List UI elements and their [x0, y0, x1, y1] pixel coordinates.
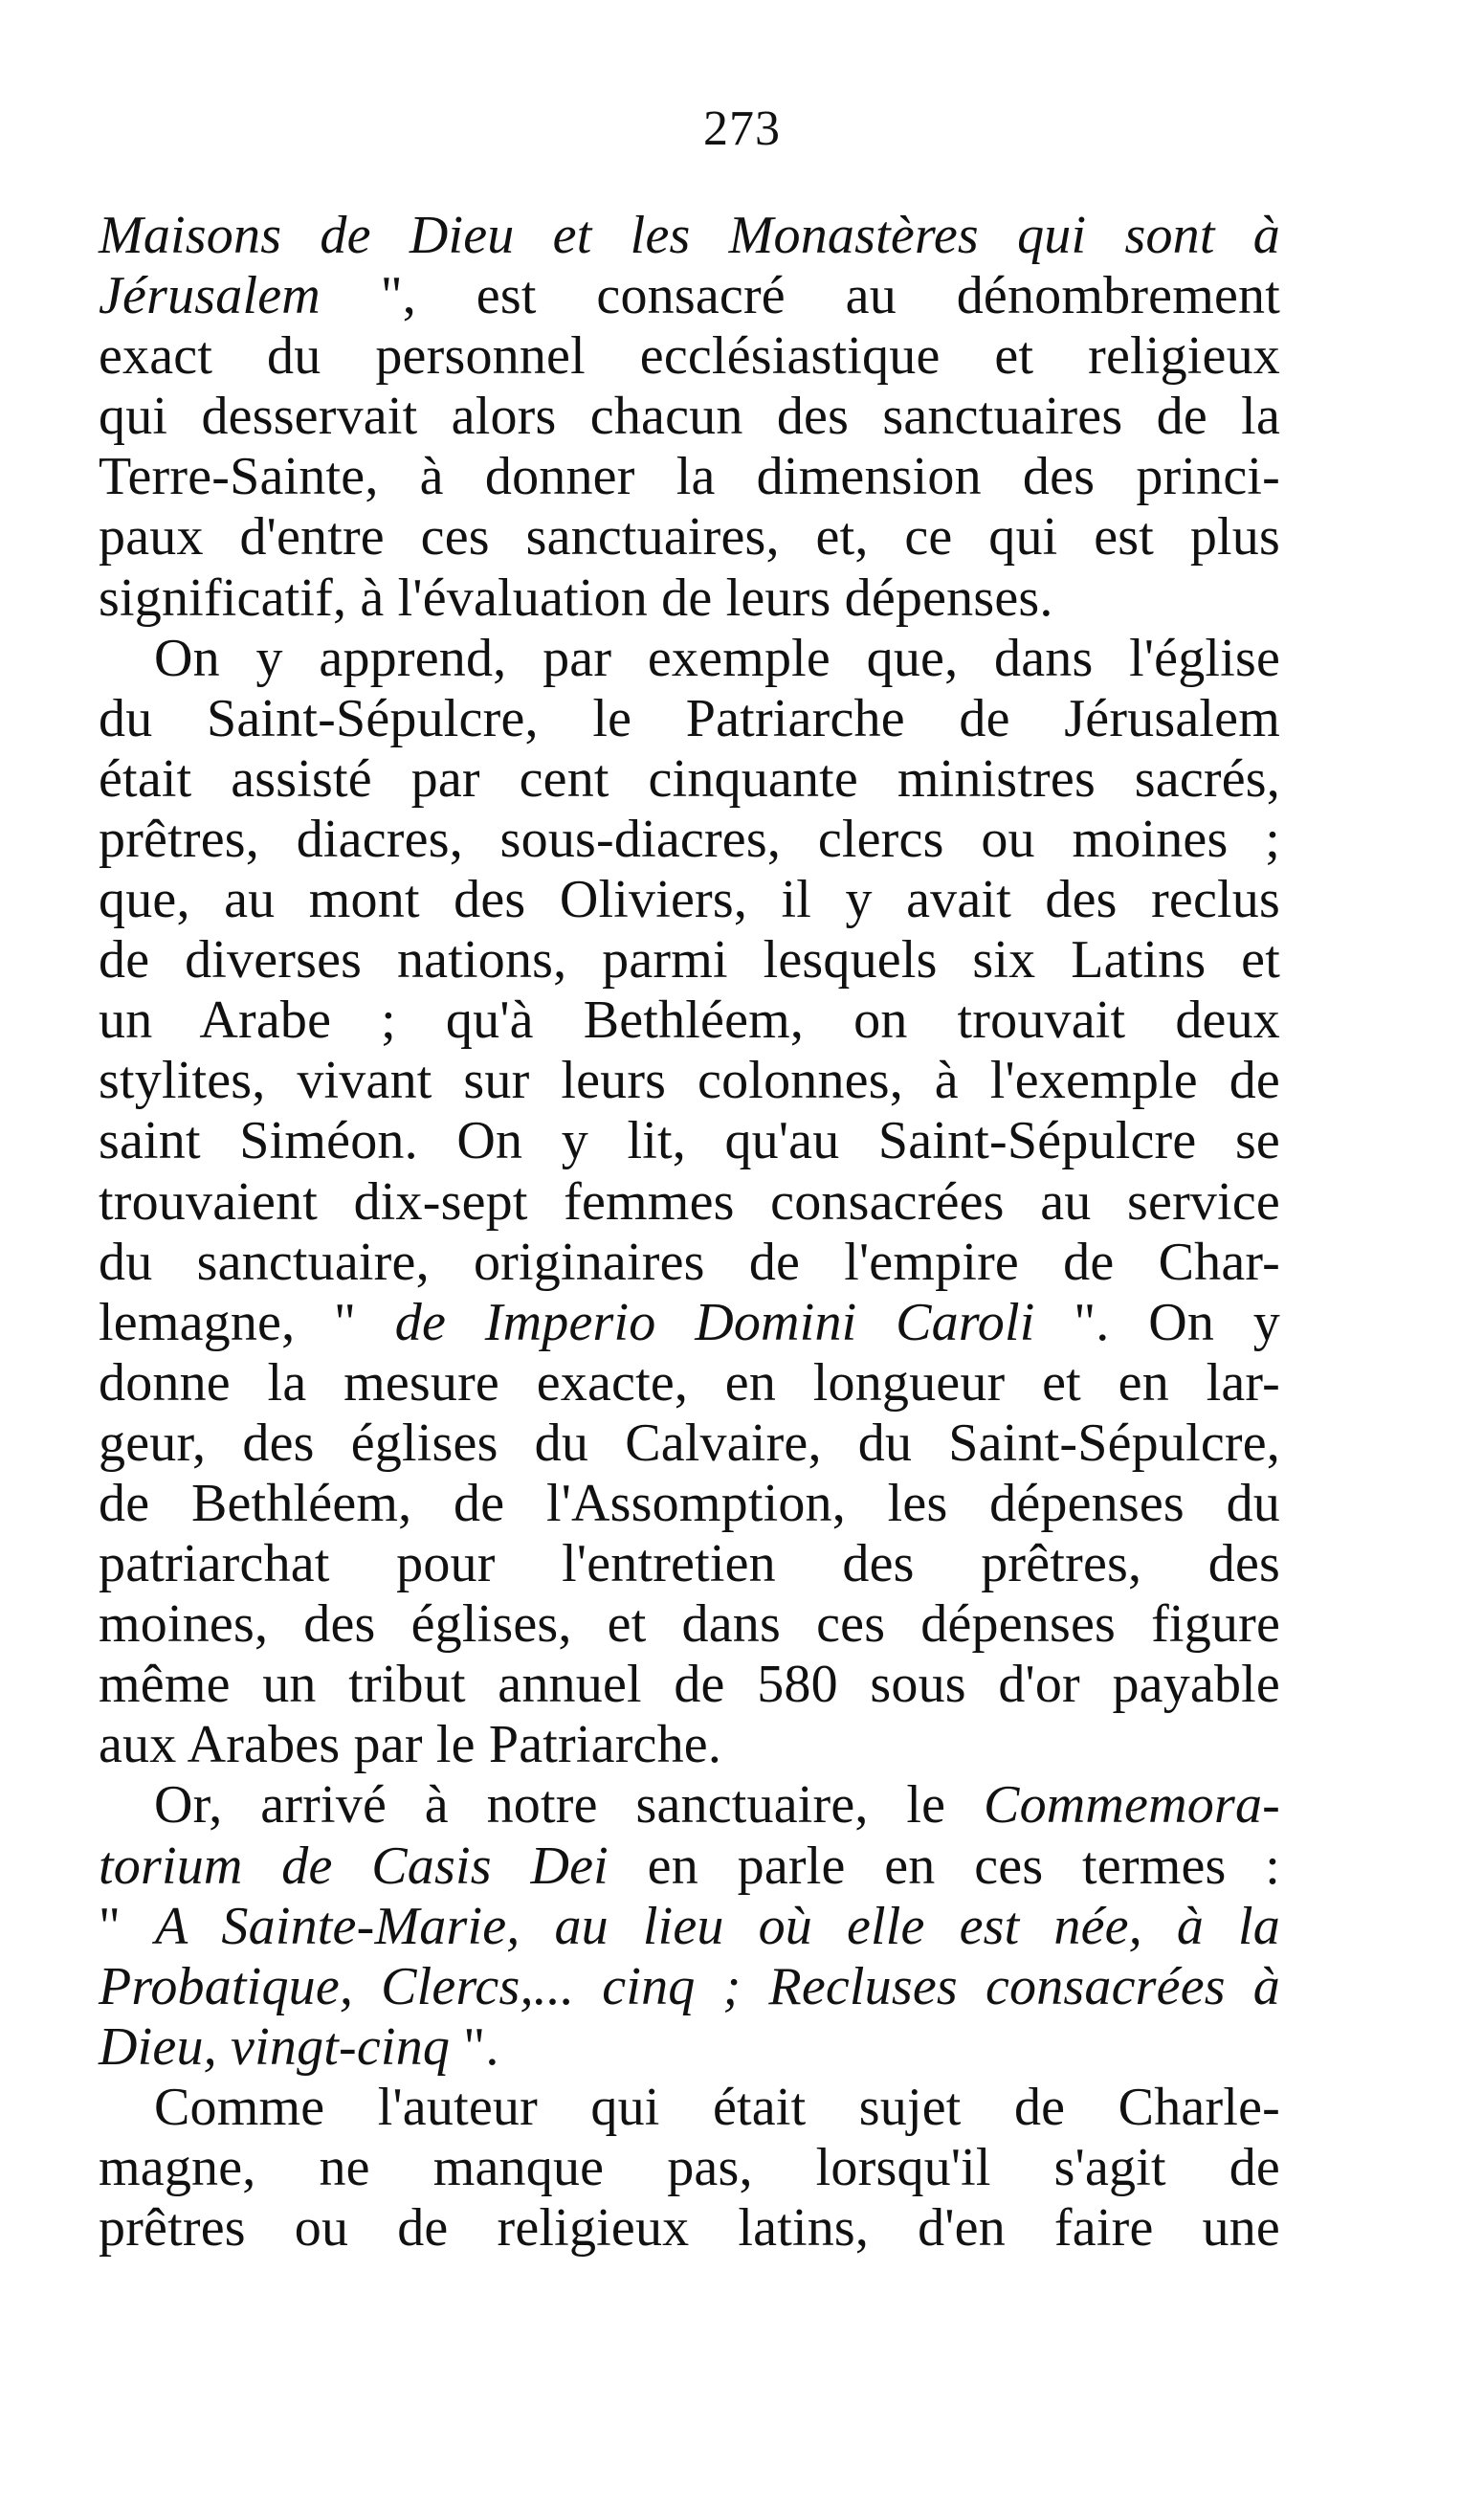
text-line: même un tribut annuel de 580 sous d'or payable — [99, 1655, 1280, 1715]
text-line: de diverses nations, parmi lesquels six Latins et — [99, 930, 1280, 991]
text-line: trouvaient dix-sept femmes consacrées au service — [99, 1171, 1280, 1232]
text-line: du Saint-Sépulcre, le Patriarche de Jérusalem — [99, 688, 1280, 748]
text-run: lemagne, " — [99, 1292, 395, 1352]
text-line: un Arabe ; qu'à Bethléem, on trouvait deux — [99, 991, 1280, 1051]
text-line: stylites, vivant sur leurs colonnes, à l'exemple de — [99, 1051, 1280, 1111]
text-line: significatif, à l'évaluation de leurs dépenses. — [99, 568, 1053, 628]
text-line: prêtres ou de religieux latins, d'en faire une — [99, 2198, 1280, 2259]
text-line: donne la mesure exacte, en longueur et en lar- — [99, 1352, 1280, 1413]
italic-text: Dieu, vingt-cinq — [99, 2016, 451, 2077]
text-run: " — [99, 1896, 156, 1956]
text-line — [99, 1775, 1280, 1836]
text-line: était assisté par cent cinquante ministres sacrés, — [99, 748, 1280, 809]
italic-text: de Imperio Domini Caroli — [394, 1292, 1035, 1352]
text-line: On y apprend, par exemple que, dans l'église — [154, 628, 1280, 688]
page-number: 273 — [703, 101, 781, 156]
italic-text: A Sainte-Marie, au lieu où elle est née, à la — [155, 1896, 1280, 1956]
text-line: magne, ne manque pas, lorsqu'il s'agit de — [99, 2138, 1280, 2197]
text-run: Or, arrivé à notre sanctuaire, le — [154, 1775, 985, 1836]
text-line — [99, 2017, 1280, 2078]
text-line: Comme l'auteur qui était sujet de Charle- — [154, 2077, 1280, 2137]
text-run: ", est consacré au dénombrement — [320, 266, 1280, 326]
text-run: ". — [450, 2016, 499, 2077]
text-line: de Bethléem, de l'Assomption, les dépenses du — [99, 1473, 1280, 1533]
text-line: exact du personnel ecclésiastique et religieux — [99, 326, 1280, 387]
text-line: Terre-Sainte, à donner la dimension des princi- — [99, 447, 1280, 507]
text-line — [99, 1836, 1280, 1897]
body-text — [99, 206, 1280, 2259]
italic-text: Commemora- — [984, 1775, 1280, 1836]
text-line: que, au mont des Oliviers, il y avait des reclus — [99, 870, 1280, 930]
text-run: en parle en ces termes : — [608, 1836, 1280, 1896]
text-line: patriarchat pour l'entretien des prêtres, des — [99, 1534, 1280, 1594]
text-line: geur, des églises du Calvaire, du Saint-Sépulcre, — [99, 1413, 1280, 1473]
text-line: prêtres, diacres, sous-diacres, clercs ou moines ; — [99, 809, 1280, 869]
text-line — [99, 1293, 1280, 1353]
text-line — [99, 266, 1280, 326]
text-line: moines, des églises, et dans ces dépenses figure — [99, 1594, 1280, 1655]
italic-text: torium de Casis Dei — [99, 1836, 609, 1896]
text-line — [99, 1897, 1280, 1957]
text-line: saint Siméon. On y lit, qu'au Saint-Sépulcre se — [99, 1111, 1280, 1171]
text-line: Maisons de Dieu et les Monastères qui sont à — [99, 206, 1280, 265]
italic-text: Jérusalem — [99, 266, 321, 326]
text-line: du sanctuaire, originaires de l'empire de Char- — [99, 1232, 1280, 1292]
text-line: paux d'entre ces sanctuaires, et, ce qui est plus — [99, 507, 1280, 568]
text-line: qui desservait alors chacun des sanctuaires de la — [99, 387, 1280, 447]
text-line: aux Arabes par le Patriarche. — [99, 1715, 722, 1775]
text-line: Probatique, Clercs,... cinq ; Recluses consacrées à — [99, 1956, 1280, 2016]
text-run: ". On y — [1034, 1292, 1280, 1352]
